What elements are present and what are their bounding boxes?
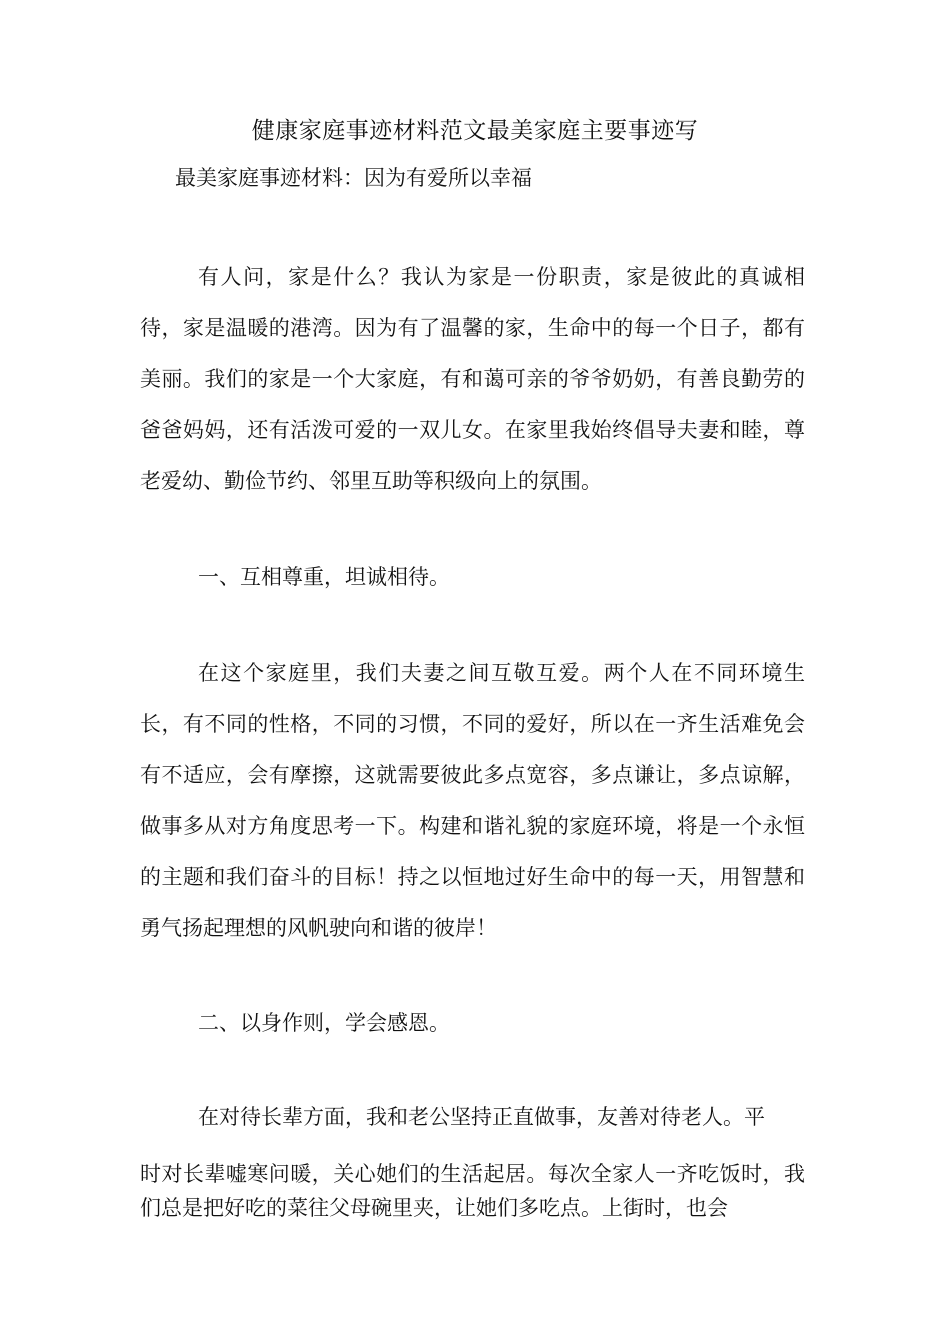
- paragraph-elders: [140, 1092, 805, 1225]
- paragraph-intro: 有人问，家是什么？我认为家是一份职责，家是彼此的真诚相待，家是温暖的港湾。因为有了温馨的家，生命中的每一个日子，都有美丽。我们的家是一个大家庭，有和蔼可亲的爷爷奶奶，有善良勤劳的爸爸妈妈，还有活泼可爱的一双儿女。在家里我始终倡导夫妻和睦，尊老爱幼、勤俭节约、邻里互助等积级向上的氛围。: [140, 265, 805, 493]
- document-subtitle: 最美家庭事迹材料：因为有爱所以幸福: [175, 166, 532, 190]
- section-heading-2: 二、以身作则，学会感恩。: [198, 1011, 450, 1035]
- document-title: 健康家庭事迹材料范文最美家庭主要事迹写: [251, 118, 699, 144]
- paragraph-respect: 在这个家庭里，我们夫妻之间互敬互爱。两个人在不同环境生长，有不同的性格，不同的习惯，不同的爱好，所以在一齐生活难免会有不适应，会有摩擦，这就需要彼此多点宽容，多点谦让，多点谅解，做事多从对方角度思考一下。构建和谐礼貌的家庭环境，将是一个永恒的主题和我们奋斗的目标！持之以恒地过好生命中的每一天，用智慧和勇气扬起理想的风帆驶向和谐的彼岸！: [140, 661, 805, 940]
- section-heading-1: 一、互相尊重，坦诚相待。: [198, 565, 450, 589]
- paragraph-elders-line-1: 在对待长辈方面，我和老公坚持正直做事，友善对待老人。平: [198, 1105, 765, 1129]
- paragraph-elders-rest: 时对长辈嘘寒问暖，关心她们的生活起居。每次全家人一齐吃饭时，我们总是把好吃的菜往父母碗里夹，让她们多吃点。上街时，也会: [140, 1162, 805, 1220]
